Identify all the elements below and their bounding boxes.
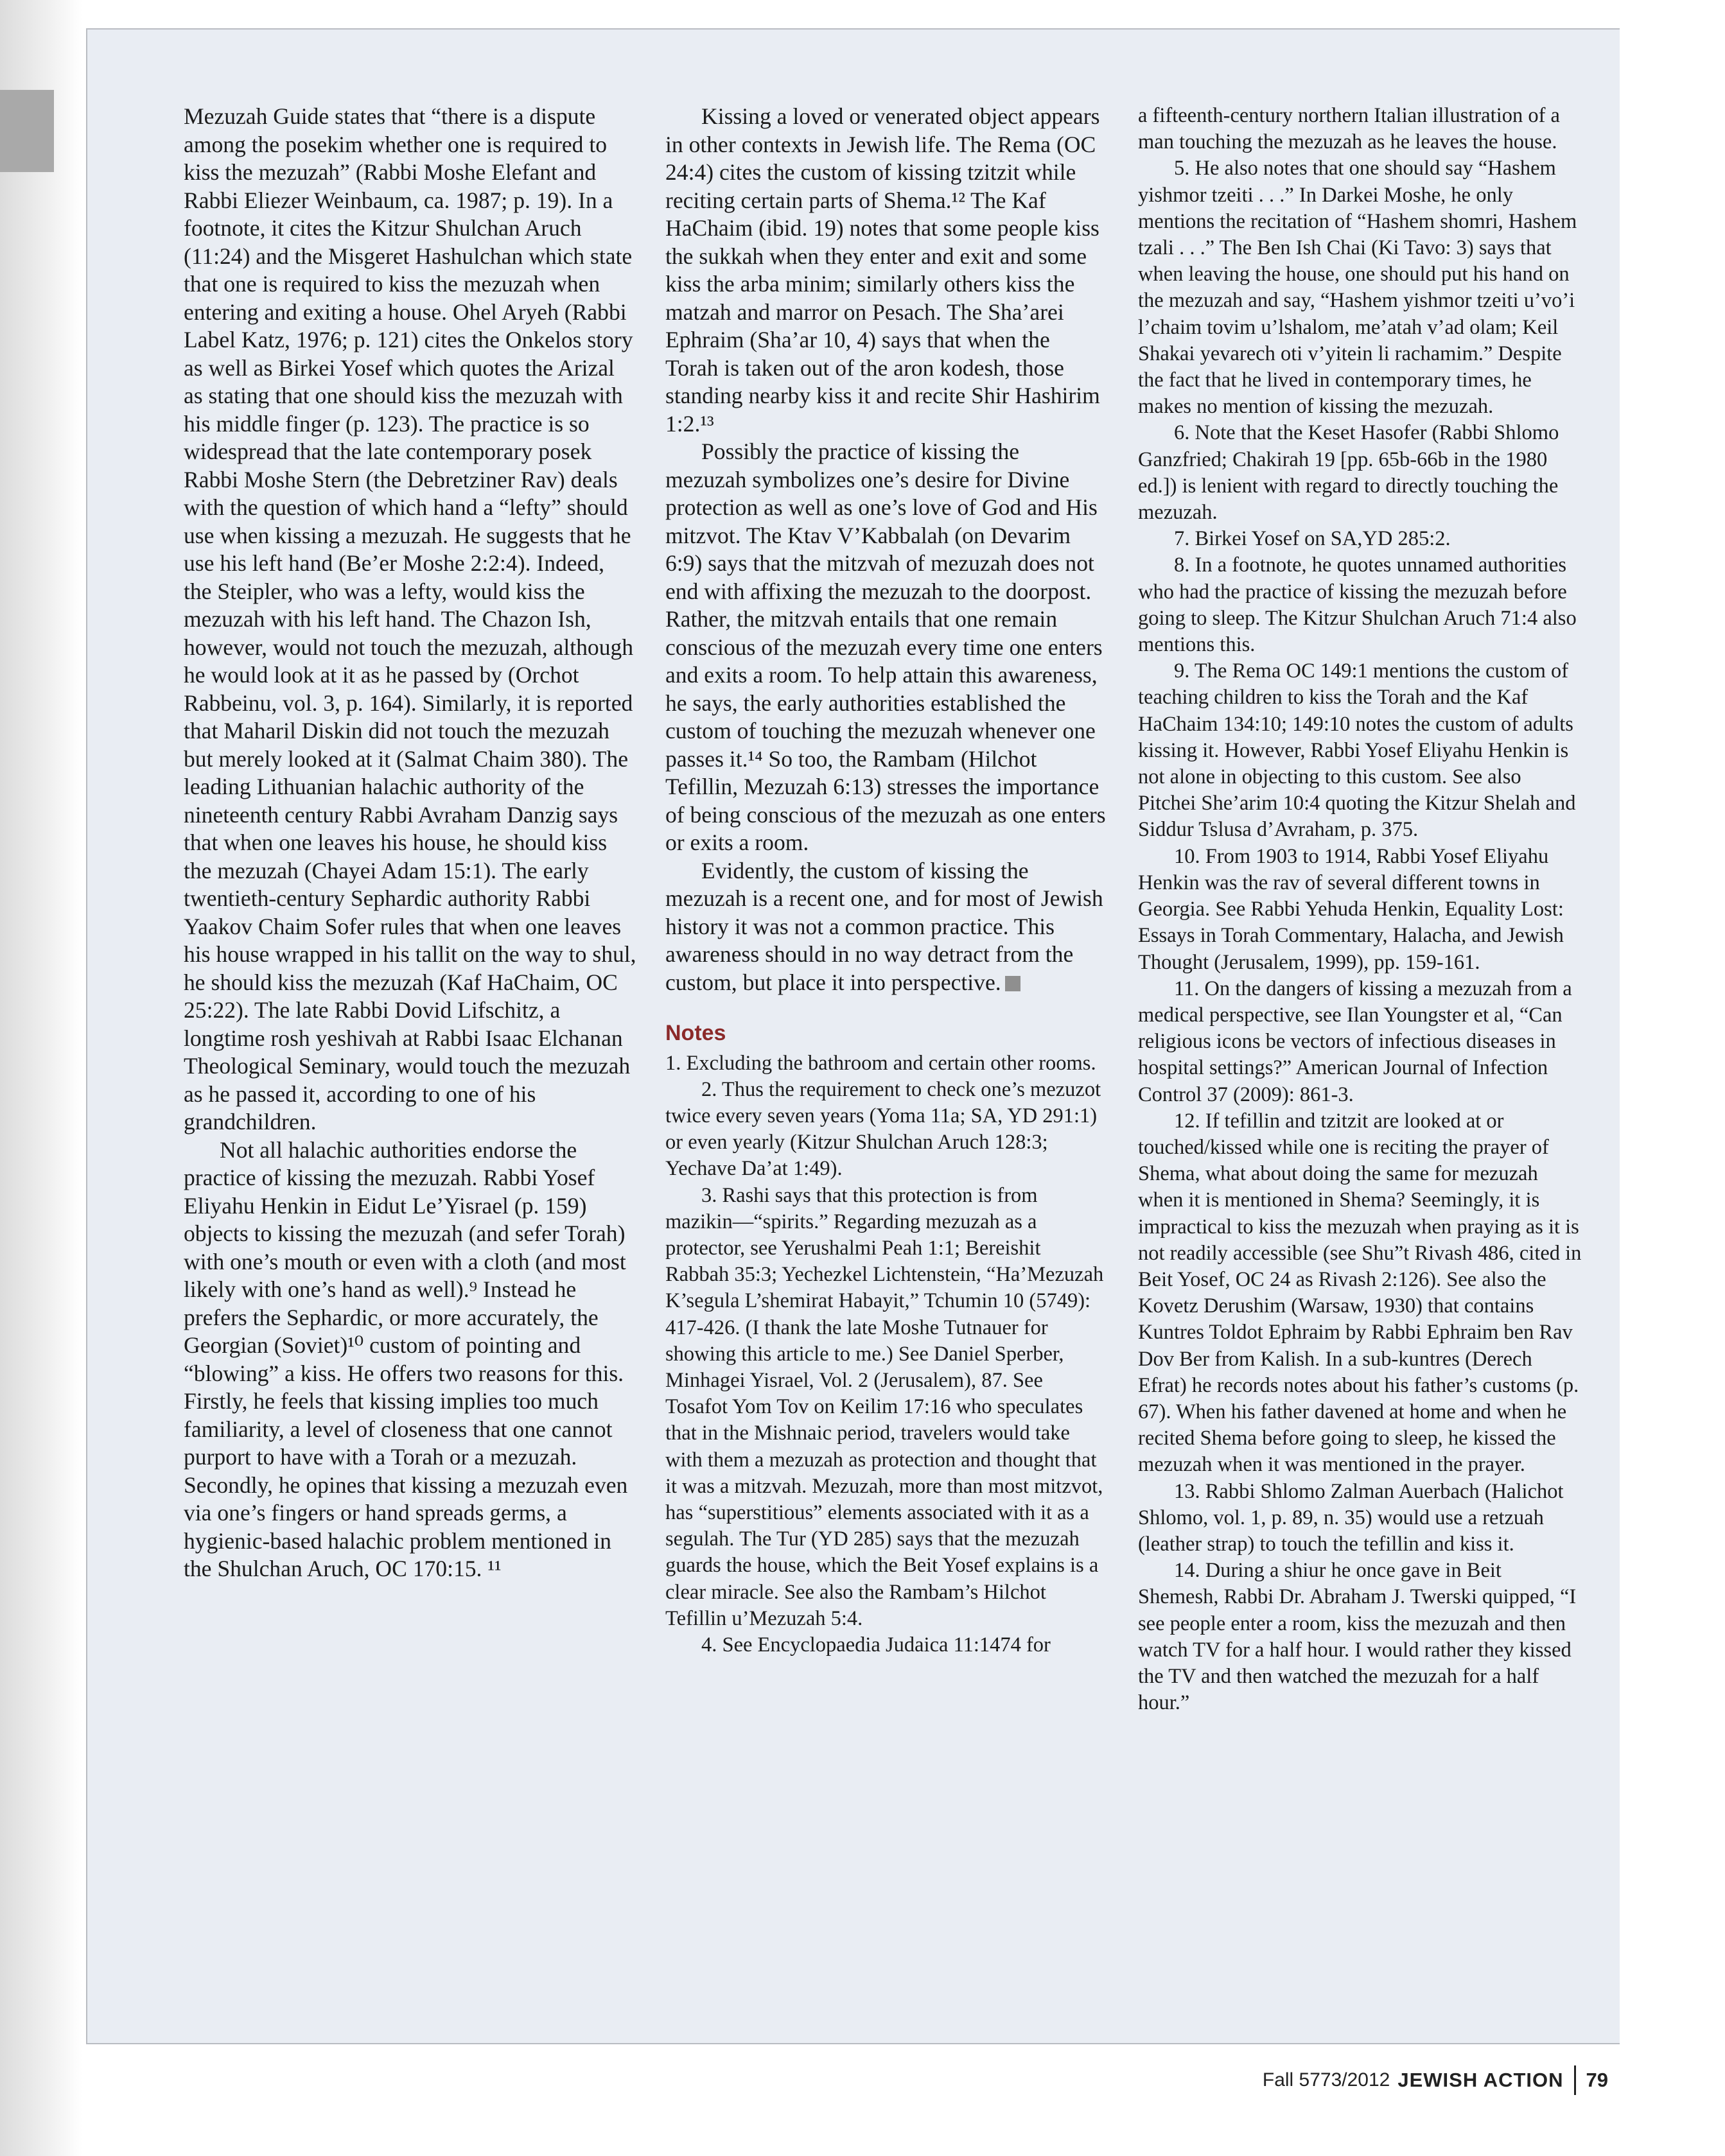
note-item: 5. He also notes that one should say “Hashem yishmor tzeiti . . .” In Darkei Moshe, he only mentions the recitation of “Hashem shomri, Hashem tzali . . .” The Ben Ish Chai (Ki Tavo: 3) says that when leaving the house, one should put his hand on the mezuzah and say, “Hashem yishmor tzeiti u’vo’i l’chaim tovim u’lshalom, me’atah v’ad olam; Keil Shakai yevarech oti v’yitein li rachamim.” Despite the fact that he lived in contemporary times, he makes no mention of kissing the mezuzah. (1138, 157, 1577, 419)
body-paragraph: Not all halachic authorities endorse the practice of kissing the mezuzah. Rabbi Yosef Eliyahu Henkin in Eidut Le’Yisrael (p. 159) objects to kissing the mezuzah (and sefer Torah) with one’s mouth or even with a cloth (and most likely with one’s hand as well).⁹ Instead he prefers the Sephardic, or more accurately, the Georgian (Soviet)¹⁰ custom of pointing and “blowing” a kiss. He offers two reasons for this. Firstly, he feels that kissing implies too much familiarity, a level of closeness that one cannot purport to have with a Torah or a mezuzah. Secondly, he opines that kissing a mezuzah even via one’s fingers or hand spreads germs, a hygienic-based halachic problem mentioned in the Shulchan Aruch, OC 170:15. ¹¹ (184, 1136, 628, 1581)
note-item: 7. Birkei Yosef on SA,YD 285:2. (1174, 527, 1451, 551)
article-column-2 (665, 103, 1106, 1658)
note-item: 14. During a shiur he once gave in Beit Shemesh, Rabbi Dr. Abraham J. Twerski quipped, “I see people enter a room, kiss the mezuzah and then watch TV for a half hour. I would rather they kissed the TV and then watched the mezuzah for a half hour.” (1138, 1559, 1577, 1715)
note-item: 3. Rashi says that this protection is from mazikin—“spirits.” Regarding mezuzah as a protector, see Yerushalmi Peah 1:1; Bereishit Rabbah 35:3; Yechezkel Lichtenstein, “Ha’Mezuzah K’segula L’shemirat Habayit,” Tchumin 10 (5749): 417-426. (I thank the late Moshe Tutnauer for showing this article to me.) See Daniel Sperber, Minhagei Yisrael, Vol. 2 (Jerusalem), 87. See Tosafot Yom Tov on Keilim 17:16 who speculates that in the Mishnaic period, travelers would take with them a mezuzah as protection and thought that it was a mitzvah. Mezuzah, more than most mitzvot, has “superstitious” elements associated with it as a segulah. The Tur (YD 285) says that the mezuzah guards the house, which the Beit Yosef explains is a clear miracle. See also the Rambam’s Hilchot Tefillin u’Mezuzah 5:4. (665, 1183, 1104, 1630)
issue-date: Fall 5773/2012 (1262, 2069, 1390, 2091)
body-paragraph: Mezuzah Guide states that “there is a dispute among the posekim whether one is required to kiss the mezuzah” (Rabbi Moshe Elefant and Rabbi Eliezer Weinbaum, ca. 1987; p. 19). In a footnote, it cites the Kitzur Shulchan Aruch (11:24) and the Misgeret Hashulchan which state that one is required to kiss the mezuzah when entering and exiting a house. Ohel Aryeh (Rabbi Label Katz, 1976; p. 121) cites the Onkelos story as well as Birkei Yosef which quotes the Arizal as stating that one should kiss the mezuzah with his middle finger (p. 123). The practice is so widespread that the late contemporary posek Rabbi Moshe Stern (the Debretziner Rav) deals with the question of which hand a “lefty” should use when kissing a mezuzah. He suggests that he use his left hand (Be’er Moshe 2:2:4). Indeed, the Steipler, who was a lefty, would kiss the mezuzah with his left hand. The Chazon Ish, however, would not touch the mezuzah, although he would look at it as he passed by (Orchot Rabbeinu, vol. 3, p. 164). Similarly, it is reported that Maharil Diskin did not touch the mezuzah but merely looked at it (Salmat Chaim 380). The leading Lithuanian halachic authority of the nineteenth century Rabbi Avraham Danzig says that when one leaves his house, he should kiss the mezuzah (Chayei Adam 15:1). The early twentieth-century Sephardic authority Rabbi Yaakov Chaim Sofer rules that when one leaves his house wrapped in his tallit on the way to shul, he should kiss the mezuzah (Kaf HaChaim, OC 25:22). The late Rabbi Dovid Lifschitz, a longtime rosh yeshivah at Rabbi Isaac Elchanan Theological Seminary, would touch the mezuzah as he passed it, according to one of his grandchildren. (184, 103, 636, 1135)
note-item: 10. From 1903 to 1914, Rabbi Yosef Eliyahu Henkin was the rav of several different towns in Georgia. See Rabbi Yehuda Henkin, Equality Lost: Essays in Torah Commentary, Halacha, and Jewish Thought (Jerusalem, 1999), pp. 159-161. (1138, 844, 1564, 974)
note-item: 1. Excluding the bathroom and certain other rooms. (665, 1051, 1096, 1075)
note-item: 13. Rabbi Shlomo Zalman Auerbach (Halichot Shlomo, vol. 1, p. 89, n. 35) would use a retzuah (leather strap) to touch the tefillin and kiss it. (1138, 1479, 1564, 1556)
footer-divider (1574, 2065, 1576, 2095)
notes-list-col2 (665, 1050, 1106, 1659)
body-paragraph-final (665, 857, 1106, 997)
page-footer (1263, 2062, 1608, 2098)
body-paragraph-text: Possibly the practice of kissing the mezuzah symbolizes one’s desire for Divine protection as well as one’s love of God and His mitzvot. The Ktav V’Kabbalah (on Devarim 6:9) says that the mitzvah of mezuzah does not end with affixing the mezuzah to the doorpost. Rather, the mitzvah entails that one remain conscious of the mezuzah every time one enters and exits a room. To help attain this awareness, he says, the early authorities established the custom of touching the mezuzah whenever one passes it.¹⁴ So too, the Rambam (Hilchot Tefillin, Mezuzah 6:13) stresses the importance of being conscious of the mezuzah as one enters or exits a room. (665, 439, 1106, 855)
note-item: 11. On the dangers of kissing a mezuzah from a medical perspective, see Ilan Youngster et al, “Can religious icons be vectors of infectious diseases in hospital settings?” American Journal of Infection Control 37 (2009): 861-3. (1138, 977, 1572, 1106)
page-edge-tab (0, 90, 54, 172)
note-item: 4. See Encyclopaedia Judaica 11:1474 for (701, 1633, 1051, 1656)
note-item-continued: a fifteenth-century northern Italian illustration of a man touching the mezuzah as he leaves the house. (1138, 104, 1560, 154)
body-paragraph-text: Evidently, the custom of kissing the mezuzah is a recent one, and for most of Jewish history it was not a common practice. This awareness should in no way detract from the custom, but place it into perspective. (665, 857, 1103, 995)
body-paragraph: Kissing a loved or venerated object appears in other contexts in Jewish life. The Rema (OC 24:4) cites the custom of kissing tzitzit while reciting certain parts of Shema.¹² The Kaf HaChaim (ibid. 19) notes that some people kiss the sukkah when they enter and exit and some kiss the arba minim; similarly others kiss the matzah and marror on Pesach. The Sha’arei Ephraim (Sha’ar 10, 4) says that when the Torah is taken out of the aron kodesh, those standing nearby kiss it and recite Shir Hashirim 1:2.¹³ (665, 103, 1100, 437)
notes-heading: Notes (665, 1021, 726, 1045)
note-item: 6. Note that the Keset Hasofer (Rabbi Shlomo Ganzfried; Chakirah 19 [pp. 65b-66b in the 1980 ed.]) is lenient with regard to directly touching the mezuzah. (1138, 421, 1559, 525)
end-mark-icon (1005, 976, 1020, 991)
article-column-3 (1138, 103, 1584, 1716)
note-item: 12. If tefillin and tzitzit are looked at or touched/kissed while one is reciting the prayer of Shema, what about doing the same for mezuzah when it is mentioned in Shema? Seemingly, it is impractical to kiss the mezuzah when praying as it is not readily accessible (see Shu”t Rivash 486, cited in Beit Yosef, OC 24 as Rivash 2:126). See also the Kovetz Derushim (Warsaw, 1930) that contains Kuntres Toldot Ephraim by Rabbi Ephraim ben Rav Dov Ber from Kalish. In a sub-kuntres (Derech Efrat) he records notes about his father’s customs (p. 67). When his father davened at home and when he recited Shema before going to sleep, he kissed the mezuzah when it was mentioned in the prayer. (1138, 1109, 1582, 1477)
article-column-1 (184, 103, 637, 1583)
page-number: 79 (1586, 2069, 1608, 2091)
note-item: 2. Thus the requirement to check one’s mezuzot twice every seven years (Yoma 11a; SA, YD 291:1) or even yearly (Kitzur Shulchan Aruch 128:3; Yechave Da’at 1:49). (665, 1077, 1101, 1181)
note-item: 9. The Rema OC 149:1 mentions the custom of teaching children to kiss the Torah and the Kaf HaChaim 134:10; 149:10 notes the custom of adults kissing it. However, Rabbi Yosef Eliyahu Henkin is not alone in objecting to this custom. See also Pitchei She’arim 10:4 quoting the Kitzur Shelah and Siddur Tslusa d’Avraham, p. 375. (1138, 659, 1576, 842)
magazine-name: JEWISH ACTION (1397, 2069, 1564, 2091)
left-page-edge-shadow (0, 0, 82, 2156)
body-paragraph (665, 438, 1106, 857)
note-item: 8. In a footnote, he quotes unnamed authorities who had the practice of kissing the mezuzah before going to sleep. The Kitzur Shulchan Aruch 71:4 also mentions this. (1138, 553, 1577, 657)
